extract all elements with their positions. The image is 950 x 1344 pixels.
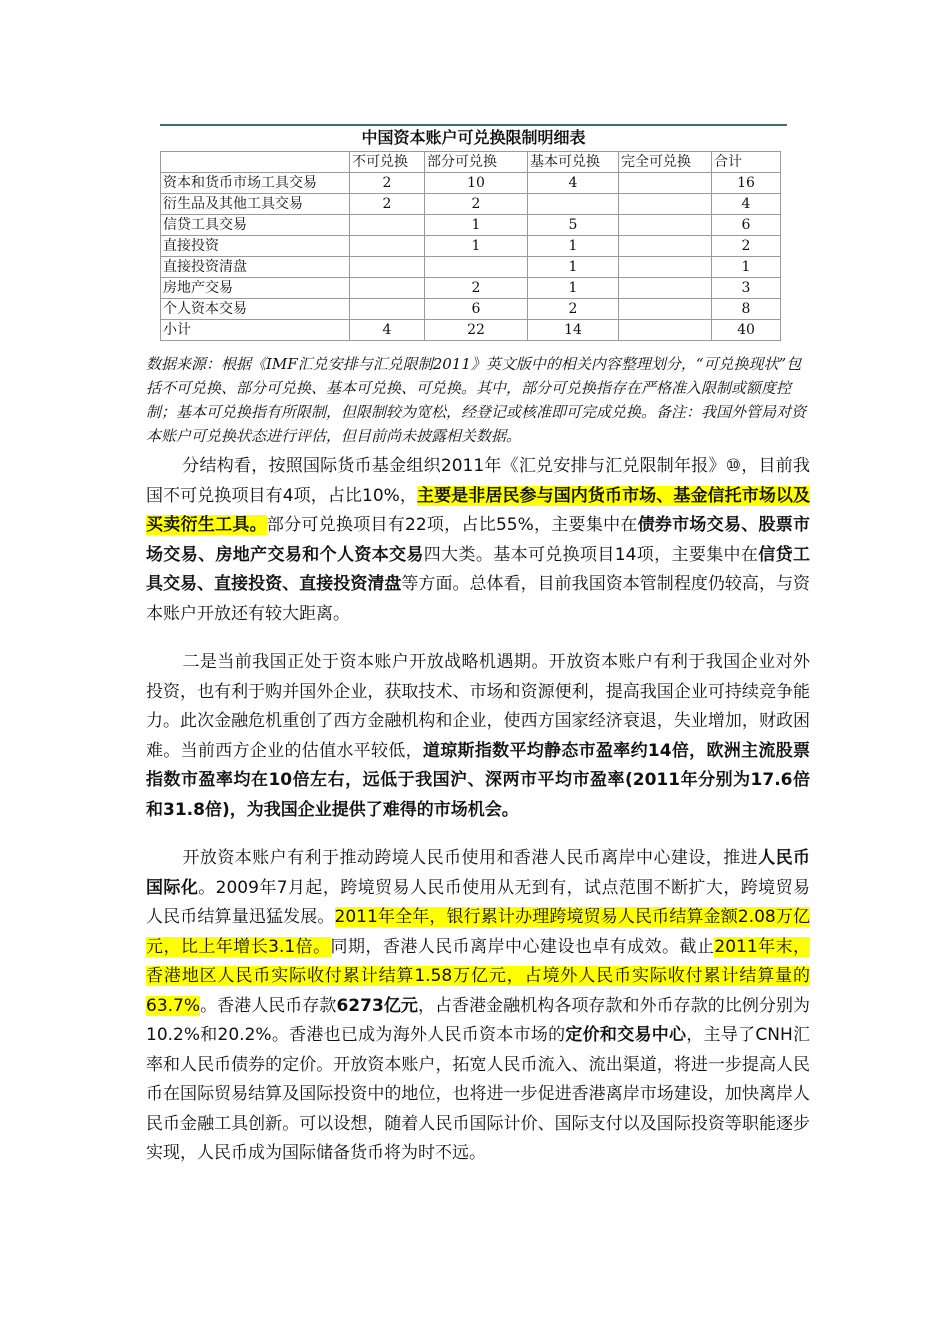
row-label: 小计	[161, 320, 350, 341]
row-label: 个人资本交易	[161, 299, 350, 320]
table-cell: 1	[528, 278, 619, 299]
table-cell	[619, 278, 712, 299]
table-cell: 4	[350, 320, 425, 341]
table-header-cell: 完全可兑换	[619, 152, 712, 173]
bold-text: 6273亿元	[336, 995, 418, 1016]
bold-text: 定价和交易中心	[565, 1025, 687, 1045]
paragraph-opportunity	[146, 648, 810, 825]
table-row	[161, 278, 781, 299]
table-row	[161, 215, 781, 236]
table-cell: 4	[712, 194, 781, 215]
table-row-subtotal	[161, 320, 781, 341]
table-cell: 1	[528, 236, 619, 257]
table-cell: 14	[528, 320, 619, 341]
text-run: 四大类。基本可兑换项目14项，主要集中在	[423, 544, 759, 565]
text-run: 部分可兑换项目有22项，占比55%，主要集中在	[266, 515, 638, 535]
text-run: 。香港人民币存款	[200, 995, 337, 1016]
table-cell: 40	[712, 320, 781, 341]
text-run: ，主导了CNH汇率和人民币债券的定价。开放资本账户，拓宽人民币流入、流出渠道，将进一步提高人民币在国际贸易结算及国际投资中的地位，也将进一步促进香港离岸市场建设，加快离岸人民币金融工具创新。可以设想，随着人民币国际计价、国际支付以及国际投资等职能逐步实现，人民币成为国际储备货币将为时不远。	[146, 1025, 810, 1163]
table-cell	[619, 215, 712, 236]
table-cell: 4	[528, 173, 619, 194]
row-label: 房地产交易	[161, 278, 350, 299]
table-header-cell: 基本可兑换	[528, 152, 619, 173]
table-cell	[619, 173, 712, 194]
table-header-row	[161, 152, 781, 173]
table-cell: 1	[425, 236, 528, 257]
row-label: 衍生品及其他工具交易	[161, 194, 350, 215]
table-cell: 2	[425, 278, 528, 299]
table-cell	[350, 278, 425, 299]
text-run: 开放资本账户有利于推动跨境人民币使用和香港人民币离岸中心建设，推进	[182, 848, 759, 868]
bold-text: 道琼斯指数平均静态市盈率约14倍，欧洲主流股票指数市盈率均在10倍左右，远低于我国沪、深两市平均市盈率(2011年分别为17.6倍和31.8倍)，为我国企业提供了难得的市场机会。	[146, 740, 811, 820]
table-cell	[619, 299, 712, 320]
table-row	[161, 194, 781, 215]
table-row	[161, 257, 781, 278]
row-label: 直接投资	[161, 236, 350, 257]
table-row	[161, 299, 781, 320]
table-cell	[619, 320, 712, 341]
table-cell	[528, 194, 619, 215]
table-cell	[350, 257, 425, 278]
table-cell: 2	[350, 194, 425, 215]
table-cell	[619, 257, 712, 278]
table-cell	[619, 236, 712, 257]
paragraph-structure	[146, 452, 810, 629]
table-cell: 6	[425, 299, 528, 320]
paragraph-rmb-internationalization	[146, 844, 810, 1169]
table-cell: 22	[425, 320, 528, 341]
source-note: 数据来源：根据《IMF汇兑安排与汇兑限制2011》英文版中的相关内容整理划分，“可兑换现状”包括不可兑换、部分可兑换、基本可兑换、可兑换。其中，部分可兑换指存在严格准入限制或额度控制；基本可兑换指有所限制，但限制较为宽松，经登记或核准即可完成兑换。备注：我国外管局对资本账户可兑换状态进行评估，但目前尚未披露相关数据。	[146, 355, 807, 445]
text-run: 二是当前我国正处于资本账户开放战略机遇期。开放资本账户有利于我国企业对外投资，也有利于购并国外企业，获取技术、市场和资源便利，提高我国企业可持续竞争能力。此次金融危机重创了西方金融机构和企业，使西方国家经济衰退，失业增加，财政困难。当前西方企业的估值水平较低，	[146, 652, 810, 761]
table-cell: 1	[425, 215, 528, 236]
table-header-cell: 不可兑换	[350, 152, 425, 173]
text-run: 同期，香港人民币离岸中心建设也卓有成效。截止	[330, 936, 715, 957]
table-cell: 6	[712, 215, 781, 236]
text-run: 等方面。总体看，目前我国资本管制程度仍较高，与资本账户开放还有较大距离。	[146, 574, 811, 624]
table-header-cell	[161, 152, 350, 173]
table-title: 中国资本账户可兑换限制明细表	[361, 128, 586, 147]
table-cell: 5	[528, 215, 619, 236]
row-label: 直接投资清盘	[161, 257, 350, 278]
highlighted-text: 2011年末，香港地区人民币实际收付累计结算1.58万亿元，占境外人民币实际收付累计结算量的63.7%	[146, 936, 811, 1016]
table-cell	[350, 299, 425, 320]
table-cell: 10	[425, 173, 528, 194]
table-cell: 2	[350, 173, 425, 194]
table-cell	[350, 215, 425, 236]
highlighted-text: 2011年全年，银行累计办理跨境贸易人民币结算金额2.08万亿元，比上年增长3.1倍。	[146, 907, 811, 957]
table-cell: 2	[425, 194, 528, 215]
capital-account-table	[160, 124, 787, 346]
table-cell: 1	[712, 257, 781, 278]
table-cell	[350, 236, 425, 257]
table-header-cell: 部分可兑换	[425, 152, 528, 173]
bold-text: 人民币国际化	[146, 848, 811, 898]
table-header-cell: 合计	[712, 152, 781, 173]
text-run: 。2009年7月起，跨境贸易人民币使用从无到有，试点范围不断扩大，跨境贸易人民币结算量迅猛发展。	[146, 877, 811, 927]
table-cell: 8	[712, 299, 781, 320]
table-cell: 2	[528, 299, 619, 320]
table-cell	[619, 194, 712, 215]
bold-text: 主要是非居民参与国内货币市场、基金信托市场以及买卖衍生工具。	[146, 485, 810, 535]
table-cell: 1	[528, 257, 619, 278]
table-cell: 2	[712, 236, 781, 257]
table-grid	[160, 151, 781, 341]
table-row	[161, 236, 781, 257]
table-cell	[425, 257, 528, 278]
row-label: 资本和货币市场工具交易	[161, 173, 350, 194]
row-label: 信贷工具交易	[161, 215, 350, 236]
text-run: ，占香港金融机构各项存款和外币存款的比例分别为10.2%和20.2%。香港也已成为海外人民币资本市场的	[146, 995, 811, 1045]
table-cell: 3	[712, 278, 781, 299]
bold-text: 信贷工具交易、直接投资、直接投资清盘	[146, 544, 811, 594]
text-run: 分结构看，按照国际货币基金组织2011年《汇兑安排与汇兑限制年报》⑩，目前我国不可兑换项目有4项，占比10%，	[146, 456, 810, 506]
table-cell: 16	[712, 173, 781, 194]
table-row	[161, 173, 781, 194]
bold-text: 债券市场交易、股票市场交易、房地产交易和个人资本交易	[146, 515, 811, 565]
